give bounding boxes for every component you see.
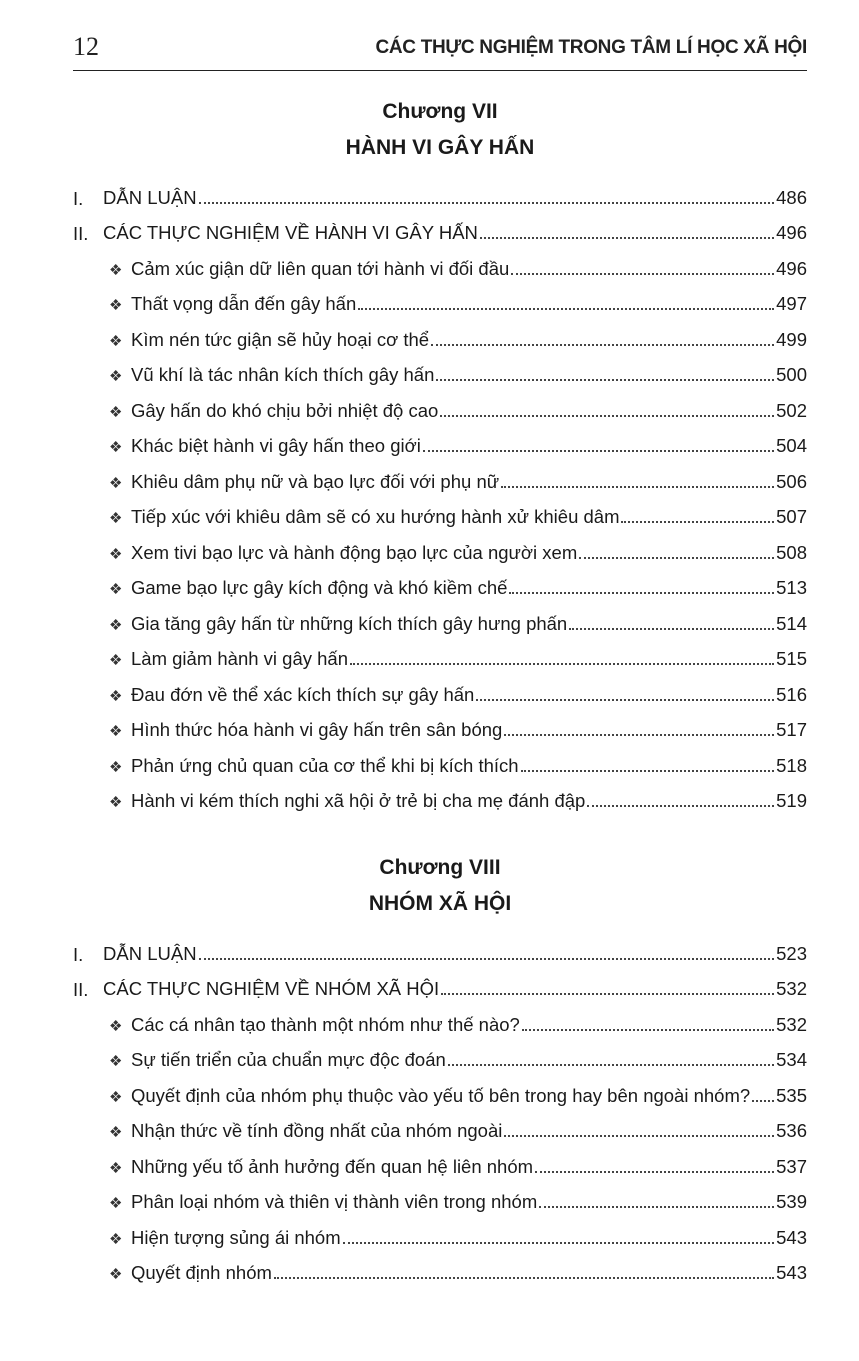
toc-entry[interactable] bbox=[73, 174, 807, 210]
subentry-title: Kìm nén tức giận sẽ hủy hoại cơ thể bbox=[131, 328, 430, 350]
chapter-7-toc bbox=[73, 174, 807, 813]
subentry-title: Làm giảm hành vi gây hấn bbox=[131, 648, 348, 669]
dot-leader bbox=[448, 1064, 774, 1066]
subentry-page: 539 bbox=[776, 1191, 807, 1212]
four-diamond-bullet-icon: ❖ bbox=[109, 297, 123, 314]
four-diamond-bullet-icon: ❖ bbox=[109, 581, 123, 598]
subentry-title: Xem tivi bạo lực và hành động bạo lực của người xem bbox=[131, 541, 578, 563]
four-diamond-bullet-icon: ❖ bbox=[109, 368, 123, 385]
toc-subentry[interactable] bbox=[73, 1037, 807, 1073]
four-diamond-bullet-icon: ❖ bbox=[109, 403, 123, 421]
toc-subentry[interactable] bbox=[73, 742, 807, 778]
subentry-title: Game bạo lực gây kích động và khó kiềm chế bbox=[131, 577, 508, 598]
subentry-title: Các cá nhân tạo thành một nhóm như thế nào? bbox=[131, 1013, 520, 1035]
subentry-page: 534 bbox=[776, 1049, 807, 1070]
toc-subentry[interactable] bbox=[73, 316, 807, 352]
entry-number: II. bbox=[73, 979, 89, 1000]
entry-page: 532 bbox=[776, 978, 807, 999]
four-diamond-bullet-icon: ❖ bbox=[109, 616, 123, 634]
subentry-title: Gây hấn do khó chịu bởi nhiệt độ cao bbox=[131, 399, 439, 421]
toc-subentry[interactable] bbox=[73, 245, 807, 281]
running-header bbox=[73, 30, 807, 71]
dot-leader bbox=[274, 1277, 774, 1279]
subentry-page: 543 bbox=[776, 1262, 807, 1283]
subentry-page: 514 bbox=[776, 612, 807, 634]
subentry-page: 504 bbox=[776, 435, 807, 456]
entry-page: 486 bbox=[776, 186, 807, 208]
toc-subentry[interactable] bbox=[73, 494, 807, 530]
four-diamond-bullet-icon: ❖ bbox=[109, 1017, 123, 1035]
chapter-8-toc bbox=[73, 930, 807, 1285]
four-diamond-bullet-icon: ❖ bbox=[109, 261, 123, 279]
dot-leader bbox=[480, 237, 774, 239]
subentry-title: Khác biệt hành vi gây hấn theo giới bbox=[131, 435, 421, 456]
chapter-7-label: Chương VII bbox=[382, 100, 498, 123]
dot-leader bbox=[358, 308, 774, 310]
four-diamond-bullet-icon: ❖ bbox=[109, 794, 123, 811]
subentry-page: 513 bbox=[776, 577, 807, 598]
four-diamond-bullet-icon: ❖ bbox=[109, 1159, 123, 1177]
chapter-8-title: NHÓM XÃ HỘI bbox=[368, 892, 512, 915]
subentry-page: 536 bbox=[776, 1120, 807, 1141]
entry-title: CÁC THỰC NGHIỆM VỀ NHÓM XÃ HỘI bbox=[103, 978, 440, 999]
subentry-page: 502 bbox=[776, 399, 807, 421]
subentry-page: 507 bbox=[776, 506, 807, 527]
subentry-title: Thất vọng dẫn đến gây hấn bbox=[131, 293, 357, 314]
subentry-title: Quyết định của nhóm phụ thuộc vào yếu tố bên trong hay bên ngoài nhóm? bbox=[131, 1084, 751, 1106]
toc-subentry[interactable] bbox=[73, 387, 807, 423]
toc-subentry[interactable] bbox=[73, 352, 807, 388]
four-diamond-bullet-icon: ❖ bbox=[109, 1266, 123, 1283]
subentry-page: 497 bbox=[776, 293, 807, 314]
toc-subentry[interactable] bbox=[73, 1072, 807, 1108]
subentry-title: Gia tăng gây hấn từ những kích thích gây hưng phấn bbox=[131, 612, 568, 634]
dot-leader bbox=[476, 699, 774, 701]
subentry-page: 506 bbox=[776, 470, 807, 492]
four-diamond-bullet-icon: ❖ bbox=[109, 1230, 123, 1248]
toc-subentry[interactable] bbox=[73, 423, 807, 459]
four-diamond-bullet-icon: ❖ bbox=[109, 758, 123, 776]
subentry-page: 535 bbox=[776, 1084, 807, 1106]
dot-leader bbox=[587, 805, 774, 807]
four-diamond-bullet-icon: ❖ bbox=[109, 439, 123, 456]
subentry-page: 500 bbox=[776, 364, 807, 385]
dot-leader bbox=[521, 770, 775, 772]
dot-leader bbox=[441, 993, 774, 995]
subentry-title: Hiện tượng sủng ái nhóm bbox=[131, 1226, 341, 1248]
subentry-page: 519 bbox=[776, 790, 807, 811]
dot-leader bbox=[436, 379, 774, 381]
subentry-page: 518 bbox=[776, 754, 807, 776]
subentry-page: 532 bbox=[776, 1013, 807, 1035]
dot-leader bbox=[504, 1135, 774, 1137]
four-diamond-bullet-icon: ❖ bbox=[109, 723, 123, 740]
subentry-page: 496 bbox=[776, 257, 807, 279]
four-diamond-bullet-icon: ❖ bbox=[109, 510, 123, 527]
toc-entry[interactable] bbox=[73, 930, 807, 966]
dot-leader bbox=[522, 1029, 774, 1031]
toc-entry[interactable] bbox=[73, 966, 807, 1002]
four-diamond-bullet-icon: ❖ bbox=[109, 474, 123, 492]
dot-leader bbox=[440, 415, 774, 417]
subentry-title: Đau đớn về thể xác kích thích sự gây hấn bbox=[131, 683, 475, 705]
dot-leader bbox=[621, 521, 774, 523]
toc-subentry[interactable] bbox=[73, 600, 807, 636]
dot-leader bbox=[501, 486, 774, 488]
four-diamond-bullet-icon: ❖ bbox=[109, 1053, 123, 1070]
toc-subentry[interactable] bbox=[73, 636, 807, 672]
subentry-title: Hình thức hóa hành vi gây hấn trên sân bóng bbox=[131, 719, 503, 740]
four-diamond-bullet-icon: ❖ bbox=[109, 652, 123, 669]
dot-leader bbox=[199, 202, 775, 204]
dot-leader bbox=[752, 1100, 774, 1102]
dot-leader bbox=[199, 958, 775, 960]
dot-leader bbox=[431, 344, 774, 346]
toc-subentry[interactable] bbox=[73, 458, 807, 494]
toc-subentry[interactable] bbox=[73, 529, 807, 565]
entry-page: 496 bbox=[776, 222, 807, 243]
entry-title: DẪN LUẬN bbox=[103, 942, 197, 964]
subentry-page: 543 bbox=[776, 1226, 807, 1248]
toc-subentry[interactable] bbox=[73, 707, 807, 743]
dot-leader bbox=[343, 1242, 774, 1244]
four-diamond-bullet-icon: ❖ bbox=[109, 1195, 123, 1212]
four-diamond-bullet-icon: ❖ bbox=[109, 1124, 123, 1141]
subentry-title: Khiêu dâm phụ nữ và bạo lực đối với phụ nữ bbox=[131, 470, 500, 492]
subentry-page: 517 bbox=[776, 719, 807, 740]
toc-subentry[interactable] bbox=[73, 778, 807, 814]
dot-leader bbox=[579, 557, 774, 559]
entry-number: I. bbox=[73, 187, 84, 209]
dot-leader bbox=[509, 592, 774, 594]
entry-number: II. bbox=[73, 223, 89, 244]
subentry-page: 508 bbox=[776, 541, 807, 563]
toc-subentry[interactable] bbox=[73, 565, 807, 601]
toc-subentry[interactable] bbox=[73, 1143, 807, 1179]
subentry-page: 515 bbox=[776, 648, 807, 669]
four-diamond-bullet-icon: ❖ bbox=[109, 1088, 123, 1106]
toc-subentry[interactable] bbox=[73, 1250, 807, 1286]
subentry-title: Vũ khí là tác nhân kích thích gây hấn bbox=[131, 364, 435, 385]
chapter-8-label: Chương VIII bbox=[379, 856, 501, 879]
dot-leader bbox=[350, 663, 774, 665]
running-title: CÁC THỰC NGHIỆM TRONG TÂM LÍ HỌC XÃ HỘI bbox=[375, 37, 807, 58]
toc-subentry[interactable] bbox=[73, 281, 807, 317]
entry-number: I. bbox=[73, 943, 84, 965]
toc-entry[interactable] bbox=[73, 210, 807, 246]
subentry-title: Hành vi kém thích nghi xã hội ở trẻ bị cha mẹ đánh đập bbox=[131, 790, 586, 811]
subentry-title: Cảm xúc giận dữ liên quan tới hành vi đối đầu bbox=[131, 257, 510, 279]
subentry-title: Phân loại nhóm và thiên vị thành viên trong nhóm bbox=[131, 1191, 538, 1212]
subentry-title: Sự tiến triển của chuẩn mực độc đoán bbox=[131, 1049, 446, 1070]
dot-leader bbox=[535, 1171, 774, 1173]
dot-leader bbox=[423, 450, 774, 452]
four-diamond-bullet-icon: ❖ bbox=[109, 687, 123, 705]
subentry-title: Phản ứng chủ quan của cơ thể khi bị kích thích bbox=[131, 754, 519, 776]
subentry-title: Những yếu tố ảnh hưởng đến quan hệ liên nhóm bbox=[131, 1155, 534, 1177]
subentry-title: Tiếp xúc với khiêu dâm sẽ có xu hướng hành xử khiêu dâm bbox=[131, 506, 620, 527]
dot-leader bbox=[511, 273, 774, 275]
entry-page: 523 bbox=[776, 942, 807, 964]
page-number: 12 bbox=[73, 32, 99, 61]
subentry-page: 499 bbox=[776, 328, 807, 350]
toc-subentry[interactable] bbox=[73, 1108, 807, 1144]
four-diamond-bullet-icon: ❖ bbox=[109, 332, 123, 350]
toc-subentry[interactable] bbox=[73, 1001, 807, 1037]
dot-leader bbox=[539, 1206, 774, 1208]
dot-leader bbox=[569, 628, 774, 630]
subentry-page: 537 bbox=[776, 1155, 807, 1177]
chapter-7-title: HÀNH VI GÂY HẤN bbox=[345, 136, 535, 159]
subentry-title: Nhận thức về tính đồng nhất của nhóm ngoài bbox=[131, 1120, 503, 1141]
toc-subentry[interactable] bbox=[73, 671, 807, 707]
toc-subentry[interactable] bbox=[73, 1214, 807, 1250]
entry-title: CÁC THỰC NGHIỆM VỀ HÀNH VI GÂY HẤN bbox=[103, 222, 478, 243]
subentry-page: 516 bbox=[776, 683, 807, 705]
four-diamond-bullet-icon: ❖ bbox=[109, 545, 123, 563]
dot-leader bbox=[504, 734, 774, 736]
toc-subentry[interactable] bbox=[73, 1179, 807, 1215]
entry-title: DẪN LUẬN bbox=[103, 186, 197, 208]
subentry-title: Quyết định nhóm bbox=[131, 1262, 272, 1283]
